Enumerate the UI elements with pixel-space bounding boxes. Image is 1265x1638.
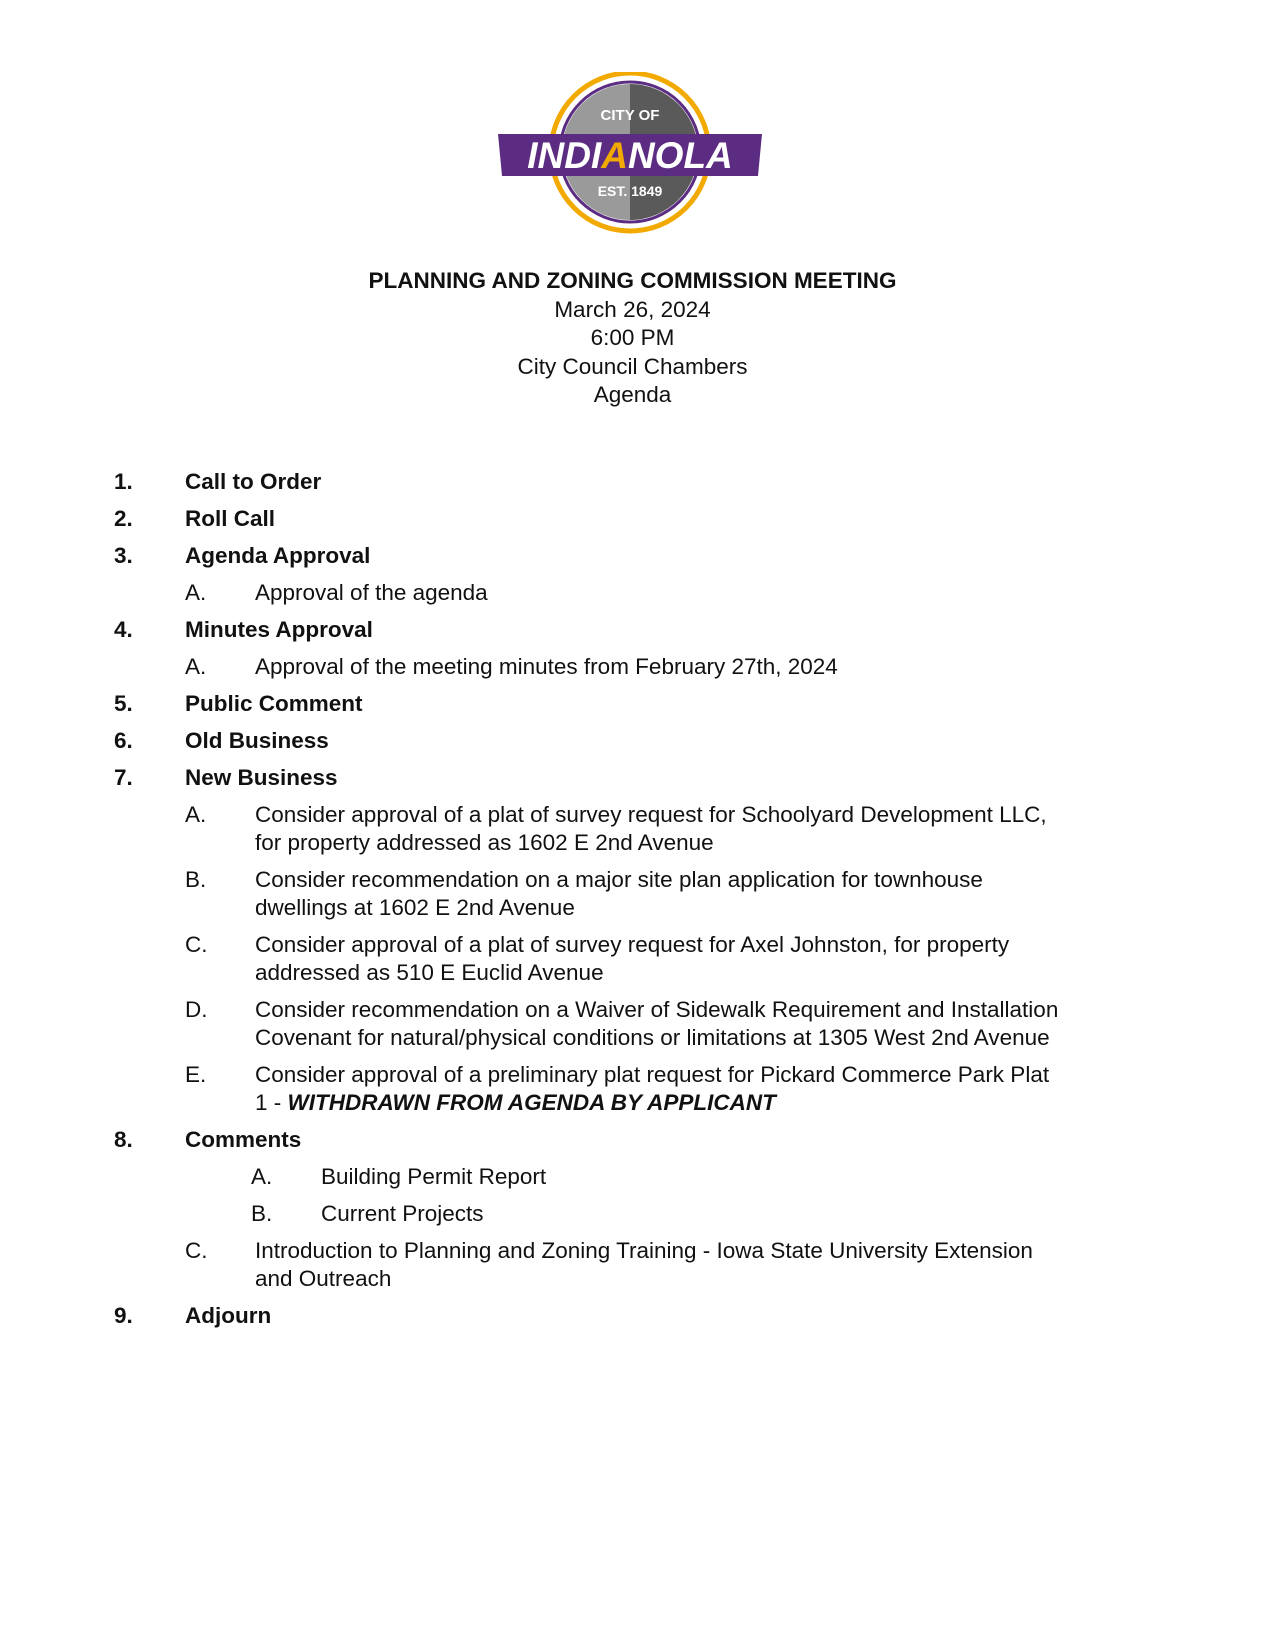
agenda-subitem-text: Building Permit Report [321, 1164, 547, 1189]
agenda-subitem-letter: D. [185, 997, 208, 1022]
withdrawn-notice: WITHDRAWN FROM AGENDA BY APPLICANT [287, 1090, 776, 1115]
city-logo [496, 72, 764, 242]
agenda-subitem-text: Introduction to Planning and Zoning Training - Iowa State University Extension [255, 1238, 1033, 1263]
city-logo-graphic [496, 72, 764, 242]
agenda-subitem-letter: A. [185, 802, 207, 827]
agenda-item-title: Old Business [185, 728, 329, 753]
agenda-subitem-text: addressed as 510 E Euclid Avenue [255, 960, 604, 985]
agenda-item-number: 5. [114, 691, 133, 716]
logo-bottom-text: EST. 1849 [597, 183, 663, 199]
agenda-item-title: New Business [185, 765, 338, 790]
agenda-subitem-text: Approval of the agenda [255, 580, 488, 605]
agenda-subitem-letter: C. [185, 932, 208, 957]
agenda-subitem-text: Current Projects [321, 1201, 484, 1226]
agenda-subitem-text: dwellings at 1602 E 2nd Avenue [255, 895, 575, 920]
meeting-time: 6:00 PM [590, 325, 675, 350]
meeting-date: March 26, 2024 [554, 296, 711, 322]
meeting-location: City Council Chambers [517, 353, 748, 379]
agenda-item-title: Public Comment [185, 691, 363, 716]
agenda-item-title: Agenda Approval [185, 543, 371, 568]
logo-top-text: CITY OF [600, 107, 660, 124]
agenda-subitem-text [255, 1089, 776, 1117]
meeting-title: PLANNING AND ZONING COMMISSION MEETING [368, 268, 897, 293]
agenda-item-title: Comments [185, 1127, 302, 1152]
agenda-subitem-text: for property addressed as 1602 E 2nd Avenue [255, 830, 714, 855]
agenda-subitem-text: Consider approval of a preliminary plat request for Pickard Commerce Park Plat [255, 1062, 1050, 1087]
agenda-item-number: 9. [114, 1303, 133, 1328]
agenda-subitem-text: Approval of the meeting minutes from February 27th, 2024 [255, 654, 838, 679]
agenda-subitem-letter: C. [185, 1238, 208, 1263]
agenda-item-title: Adjourn [185, 1303, 272, 1328]
agenda-subitem-text: Consider recommendation on a Waiver of Sidewalk Requirement and Installation [255, 997, 1059, 1022]
agenda-subitem-text: Consider recommendation on a major site plan application for townhouse [255, 867, 983, 892]
agenda-item-title: Minutes Approval [185, 617, 373, 642]
agenda-subitem-text: Consider approval of a plat of survey request for Axel Johnston, for property [255, 932, 1010, 957]
agenda-item-number: 3. [114, 543, 133, 568]
agenda-item-title: Call to Order [185, 469, 322, 494]
agenda-subitem-text: and Outreach [255, 1266, 392, 1291]
agenda-subitem-text: Covenant for natural/physical conditions or limitations at 1305 West 2nd Avenue [255, 1025, 1050, 1050]
agenda-subitem-letter: E. [185, 1062, 207, 1087]
agenda-item-number: 8. [114, 1127, 133, 1152]
document-type: Agenda [593, 382, 672, 407]
agenda-subitem-letter: A. [185, 580, 207, 605]
agenda-item-number: 7. [114, 765, 133, 790]
agenda-subitem-letter: A. [251, 1164, 273, 1189]
logo-city-name: INDIANOLA [527, 135, 733, 176]
agenda-subitem-letter: A. [185, 654, 207, 679]
agenda-item-number: 4. [114, 617, 133, 642]
agenda-item-number: 2. [114, 506, 133, 531]
agenda-subitem-letter: B. [185, 867, 207, 892]
agenda-subitem-letter: B. [251, 1201, 273, 1226]
agenda-item-number: 6. [114, 728, 133, 753]
agenda-subitem-text: Consider approval of a plat of survey request for Schoolyard Development LLC, [255, 802, 1047, 827]
agenda-item-title: Roll Call [185, 506, 276, 531]
withdrawn-prefix: 1 - [255, 1090, 288, 1115]
agenda-item-number: 1. [114, 469, 133, 494]
meeting-header [0, 267, 1265, 410]
